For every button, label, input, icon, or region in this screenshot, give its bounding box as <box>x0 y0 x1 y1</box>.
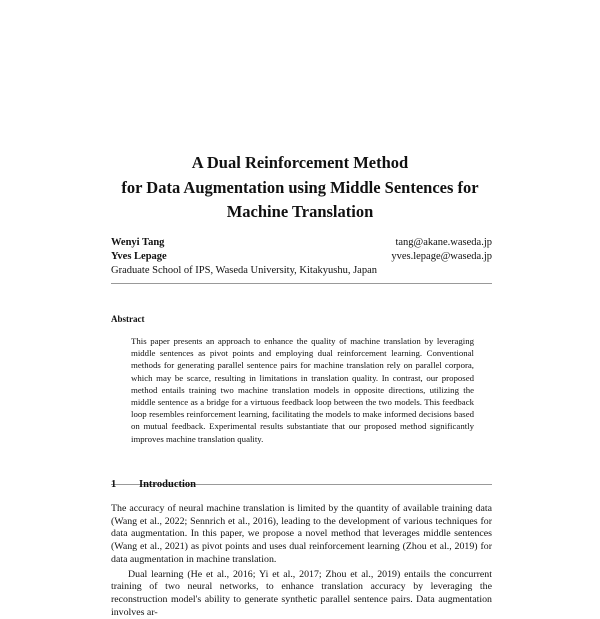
section-title: Introduction <box>139 479 196 490</box>
author-row <box>111 250 492 264</box>
section-body <box>111 503 492 619</box>
abstract-heading: Abstract <box>111 314 145 324</box>
affiliation: Graduate School of IPS, Waseda University, Kitakyushu, Japan <box>111 265 377 276</box>
divider <box>111 283 492 284</box>
paper-title <box>0 151 600 225</box>
paragraph: The accuracy of neural machine translation is limited by the quantity of available training data (Wang et al., 2022; Sennrich et al., 2016), leading to the development of various techniques for data augmentation. In this paper, we propose a novel method that leverages middle sentences (Wang et al., 2021) as pivot points and uses dual reinforcement learning (Zhou et al., 2019) for data augmentation in machine translation. <box>111 503 492 565</box>
title-line: Machine Translation <box>226 202 374 221</box>
section-heading <box>111 479 196 490</box>
author-row <box>111 236 492 250</box>
author-name: Yves Lepage <box>111 251 167 262</box>
author-email: yves.lepage@waseda.jp <box>391 251 492 262</box>
author-name: Wenyi Tang <box>111 237 165 248</box>
author-block <box>111 236 492 278</box>
abstract-text: This paper presents an approach to enhance the quality of machine translation by leveraging middle sentences as pivot points and employing dual reinforcement learning. Conventional methods for generating parallel sentence pairs for machine translation rely on parallel corpora, which may be scarce, resulting in limitations in translation quality. In contrast, our proposed method entails training two machine translation models in opposite directions, utilizing the middle sentence as a bridge for a virtuous feedback loop between the two models. This feedback loop resembles reinforcement learning, facilitating the models to make informed decisions based on mutual feedback. Experimental results substantiate that our proposed method significantly improves machine translation quality. <box>131 336 474 444</box>
section-number: 1 <box>111 479 117 490</box>
title-line: A Dual Reinforcement Method <box>191 153 409 172</box>
paragraph: Dual learning (He et al., 2016; Yi et al., 2017; Zhou et al., 2019) entails the concurrent training of two neural networks, to enhance translation accuracy by leveraging the reconstruction model's ability to generate synthetic parallel sentence pairs. Data augmentation involves ar- <box>111 568 492 618</box>
title-line: for Data Augmentation using Middle Sentences for <box>121 177 479 197</box>
author-email: tang@akane.waseda.jp <box>395 237 492 248</box>
